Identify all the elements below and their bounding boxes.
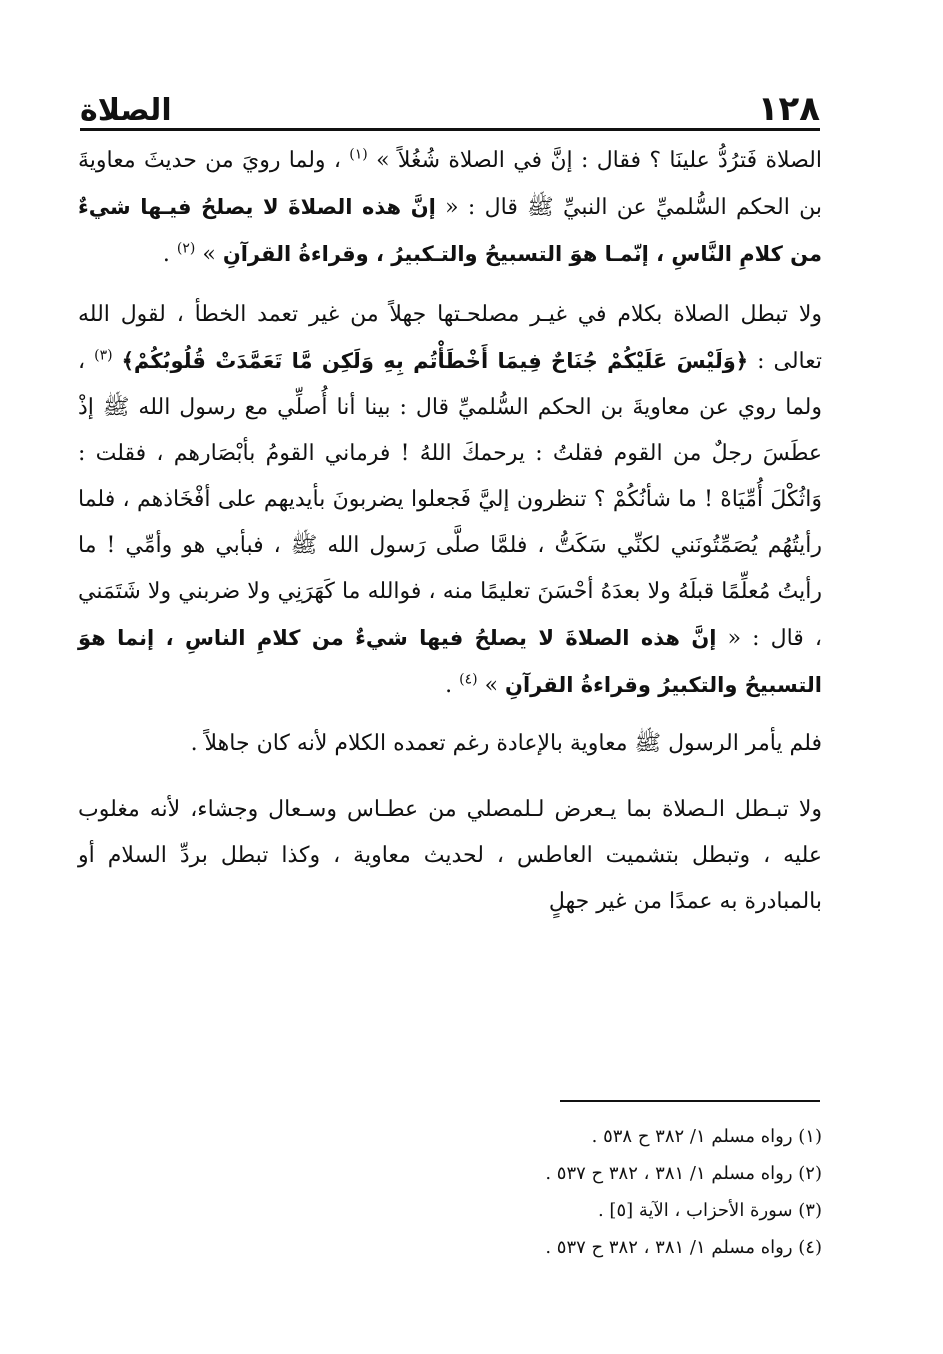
footnote-4: (٤) رواه مسلم ١/ ٣٨١ ، ٣٨٢ ح ٥٣٧ . (545, 1237, 822, 1258)
paragraph-2-text-c: » (484, 673, 499, 698)
footnote-ref-2: (٢) (176, 240, 196, 257)
paragraph-3: فلم يأمر الرسول ﷺ معاوية بالإعادة رغم تعمده الكلام لأنه كان جاهلاً . (190, 731, 822, 756)
footnote-rule (560, 1100, 820, 1102)
paragraph-1-text-b: ، ولما رويَ من حديثَ معاويةَ بن الحكم السُّلميِّ عن النبيِّ ﷺ قال : « (78, 148, 823, 220)
paragraph-2-text-d: . (445, 673, 453, 698)
footnote-ref-1: (١) (349, 146, 368, 163)
hadith-quote-1: إنَّ هذه الصلاةَ لا يصلحُ فيـها شيءٌ من كلامِ النَّاسِ ، إنّمـا هوَ التسبيحُ والتـكبيرُ ، وقراءةُ القرآنِ (78, 195, 822, 266)
paragraph-4: ولا تبـطل الـصلاة بما يـعرض لـلمصلي من عطـاس وسـعال وجشاء، لأنه مغلوب عليه ، وتبطل بتشميت العاطس ، لحديث معاوية ، وكذا تبطل بردِّ السلام أو بالمبادرة به عمدًا من غير جهلٍ (78, 797, 822, 914)
paragraph-1-text-a: الصلاة فَترُدُّ علينَا ؟ فقال : إنَّ في الصلاة شُغُلاً » (376, 148, 822, 173)
page-title: الصلاة (80, 93, 172, 128)
page-number: ١٢٨ (757, 89, 820, 129)
footnotes (78, 1118, 822, 1266)
header-rule (80, 128, 820, 131)
quran-verse: ﴿وَلَيْسَ عَلَيْكُمْ جُنَاحٌ فِيمَا أَخْطَأْتُم بِهِ وَلَكِن مَّا تَعَمَّدَتْ قُلُوبُكُمْ﴾ (121, 349, 749, 373)
hadith-quote-2: إنَّ هذه الصلاةَ لا يصلحُ فيها شيءٌ من كلامِ الناسِ ، إنما هوَ التسبيحُ والتكبيرُ وقراءةُ القرآنِ (78, 626, 822, 697)
footnote-ref-4: (٤) (459, 671, 478, 688)
paragraph-1-text-d: . (162, 242, 170, 267)
paragraph-1 (78, 138, 822, 278)
page-header (80, 70, 820, 129)
footnote-ref-3: (٣) (94, 347, 113, 364)
footnote-1: (١) رواه مسلم ١/ ٣٨٢ ح ٥٣٨ . (591, 1126, 822, 1147)
paragraph-2 (78, 292, 822, 709)
paragraph-1-text-c: » (202, 242, 216, 267)
footnote-2: (٢) رواه مسلم ١/ ٣٨١ ، ٣٨٢ ح ٥٣٧ . (545, 1163, 822, 1184)
paragraph-2-text-a: ولا تبطل الصلاة بكلام في غيـر مصلحـتها جهلاً من غير تعمد الخطأ ، لقول الله تعالى : (78, 302, 822, 374)
paragraph-2-text-b: ، ولما روي عن معاويةَ بن الحكم السُّلميِّ قال : بينا أنا أُصلِّي مع رسول الله ﷺ إذْ عطَسَ رجلٌ من القوم فقلتُ : يرحمكَ اللهُ ! فرماني القومُ بأبْصَارهم ، فقلت : وَاثُكْلَ أُمِّيَاهْ ! ما شأنُكُمْ ؟ تنظرون إليَّ فَجعلوا يضربونَ بأيديهم على أفْخَاذهم ، فلما رأيتُهُم يُصَمِّتُونَني لكنِّي سَكَتُّ ، فلمَّا صلَّى رَسول الله ﷺ ، فبأبي هو وأمِّي ! ما رأيتُ مُعلِّمًا قبلَهُ ولا بعدَهُ أحْسَنَ تعليمًا منه ، فوالله ما كَهَرَنِي ولا ضربني ولا شَتَمَني ، قال : « (78, 349, 823, 651)
body-text (78, 138, 822, 925)
footnote-3: (٣) سورة الأحزاب ، الآية [٥] . (597, 1200, 822, 1221)
